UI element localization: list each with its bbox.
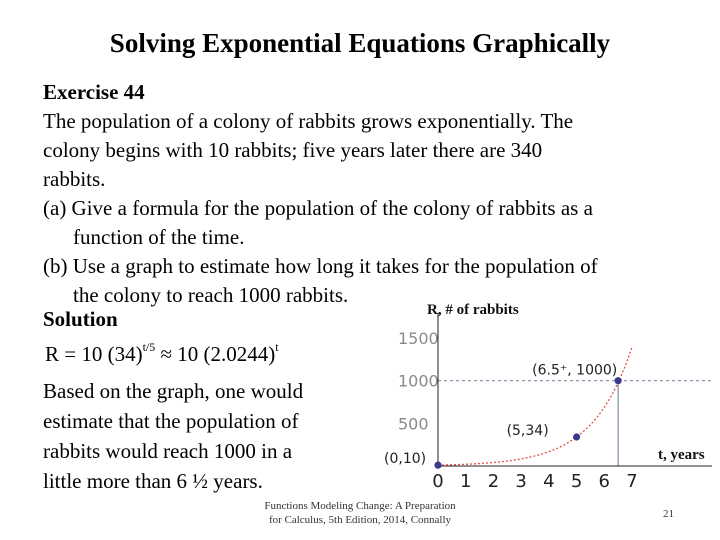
y-axis-label: R, # of rabbits — [427, 302, 519, 318]
data-point — [573, 433, 580, 440]
y-tick-label: 1500 — [398, 329, 439, 348]
exercise-line: (a) Give a formula for the population of the colony of rabbits as a — [43, 196, 593, 220]
point-label: (0,10) — [384, 451, 427, 468]
exercise-line: (b) Use a graph to estimate how long it takes for the population of — [43, 254, 598, 278]
exercise-line: rabbits. — [43, 167, 106, 191]
y-tick-label: 500 — [398, 414, 429, 434]
page-number: 21 — [663, 508, 674, 520]
x-tick-label: 0 — [432, 471, 444, 492]
formula-left: R = 10 (34) — [45, 342, 143, 366]
exercise-line: the colony to reach 1000 rabbits. — [73, 283, 349, 307]
exercise-text — [43, 78, 693, 310]
x-tick-label: 7 — [626, 471, 638, 492]
exercise-line: function of the time. — [73, 225, 245, 249]
data-point — [434, 462, 441, 469]
point-label: (6.5⁺, 1000) — [532, 362, 618, 379]
exercise-line: The population of a colony of rabbits grows exponentially. The — [43, 109, 574, 133]
x-tick-label: 5 — [570, 471, 583, 492]
footer-line: for Calculus, 5th Edition, 2014, Connally — [268, 514, 452, 526]
x-tick-label: 2 — [487, 471, 500, 492]
exercise-line: colony begins with 10 rabbits; five years later there are 340 — [43, 138, 543, 162]
solution-conclusion — [43, 376, 303, 496]
conclusion-line: rabbits would reach 1000 in a — [43, 439, 293, 463]
formula-mid: ≈ 10 (2.0244) — [155, 342, 276, 366]
exercise-heading: Exercise 44 — [43, 80, 145, 104]
solution-formula — [45, 342, 279, 367]
x-tick-label: 3 — [515, 471, 527, 492]
conclusion-line: little more than 6 ½ years. — [43, 469, 263, 493]
conclusion-line: estimate that the population of — [43, 409, 299, 433]
slide-title: Solving Exponential Equations Graphically — [109, 28, 611, 58]
footer-line: Functions Modeling Change: A Preparation — [264, 500, 456, 512]
solution-heading: Solution — [43, 307, 118, 331]
conclusion-line: Based on the graph, one would — [43, 379, 304, 403]
x-axis-label: t, years — [658, 447, 705, 463]
x-tick-label: 1 — [459, 471, 472, 492]
footer-citation — [240, 499, 480, 527]
population-graph — [360, 295, 715, 495]
formula-exponent-2: t — [275, 340, 279, 354]
point-label: (5,34) — [506, 422, 549, 439]
x-tick-label: 6 — [598, 471, 611, 492]
y-tick-label: 1000 — [398, 371, 439, 391]
x-tick-label: 4 — [543, 471, 555, 492]
formula-exponent-1: t/5 — [142, 340, 156, 354]
